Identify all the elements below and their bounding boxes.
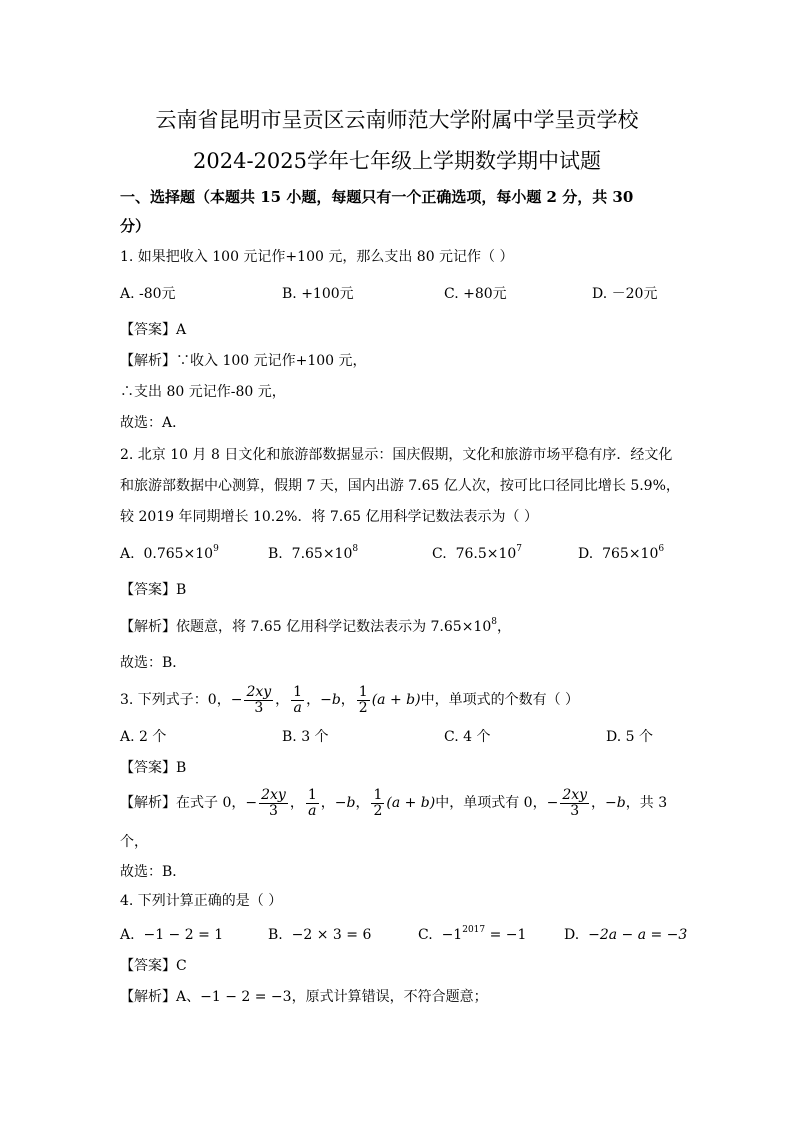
q1-answer: 【答案】A bbox=[120, 322, 187, 338]
q1-option-d: D. －20元 bbox=[592, 286, 658, 302]
q1-explanation-3: 故选：A． bbox=[120, 415, 187, 431]
q3-exp-fraction-3 bbox=[371, 788, 384, 818]
q2-option-a bbox=[120, 544, 219, 564]
q3-answer: 【答案】B bbox=[120, 760, 187, 776]
q4-option-a bbox=[120, 925, 223, 945]
q4-option-d bbox=[564, 925, 687, 945]
q3-exp-mid: 中，单项式有 0， bbox=[435, 795, 547, 811]
q2-option-a-label: A. bbox=[120, 546, 135, 562]
q3-exp-fraction-2 bbox=[306, 788, 319, 818]
q3-done: 故选：B． bbox=[120, 864, 187, 880]
title-line-1: 云南省昆明市呈贡区云南师范大学附属中学呈贡学校 bbox=[155, 108, 639, 132]
q4-option-c-exp: 2017 bbox=[462, 925, 486, 935]
q2-explanation bbox=[120, 617, 511, 637]
q4-exp-math: −1 − 2 = −3 bbox=[200, 989, 292, 1005]
q3-exp-post: ，共 3 bbox=[625, 795, 668, 811]
q3-exp-frac3-den: 2 bbox=[373, 802, 383, 819]
title-line-2: 2024-2025学年七年级上学期数学期中试题 bbox=[193, 149, 601, 173]
q2-explanation-text: 【解析】依题意，将 7.65 亿用科学记数法表示为 7.65×10 bbox=[120, 619, 492, 635]
q3-paren: (a + b) bbox=[371, 692, 421, 708]
q3-stem-pre: 3. 下列式子：0， bbox=[120, 692, 231, 708]
q4-option-c bbox=[418, 925, 526, 945]
q2-option-c-exp: 7 bbox=[516, 544, 523, 554]
q3-exp-frac4-num: 2xy bbox=[562, 786, 588, 803]
section-heading: 一、选择题（本题共 15 小题，每题只有一个正确选项，每小题 2 分，共 30 bbox=[120, 188, 634, 206]
q4-option-b bbox=[268, 925, 371, 945]
q3-frac1-num: 2xy bbox=[246, 683, 272, 700]
q3-frac3-den: 2 bbox=[358, 699, 368, 716]
q3-exp-pre: 【解析】在式子 0， bbox=[120, 795, 246, 811]
q2-explanation-end: ， bbox=[496, 619, 511, 635]
q4-option-b-label: B. bbox=[268, 927, 283, 943]
q4-option-c-base: −1 bbox=[441, 927, 463, 943]
q3-option-a: A. 2 个 bbox=[120, 729, 167, 745]
q3-exp-neg-2: − bbox=[546, 795, 559, 811]
q2-option-d bbox=[578, 544, 664, 564]
q3-exp-frac2-den: a bbox=[308, 802, 317, 819]
q2-stem-3: 较 2019 年同期增长 10.2%．将 7.65 亿用科学记数法表示为（ ） bbox=[120, 509, 538, 525]
q3-stem bbox=[120, 680, 579, 720]
q3-exp-frac3-num: 1 bbox=[373, 786, 383, 803]
q3-exp-paren: (a + b) bbox=[386, 795, 436, 811]
q3-exp-sep-1: ， bbox=[289, 795, 304, 811]
q2-answer: 【答案】B bbox=[120, 582, 187, 598]
q1-option-a: A. -80元 bbox=[120, 286, 176, 302]
q2-option-d-label: D. bbox=[578, 546, 594, 562]
q4-option-d-math: −2a − a = −3 bbox=[588, 927, 688, 943]
q1-stem: 1. 如果把收入 100 元记作+100 元，那么支出 80 元记作（ ） bbox=[120, 249, 514, 265]
q3-minus-b: −b bbox=[320, 692, 341, 708]
q2-option-b-base: 7.65×10 bbox=[291, 546, 353, 562]
q2-option-a-exp: 9 bbox=[213, 544, 219, 554]
q1-explanation-1: 【解析】∵收入 100 元记作+100 元， bbox=[120, 353, 367, 369]
q2-option-c bbox=[432, 544, 522, 564]
q1-explanation-2: ∴支出 80 元记作-80 元， bbox=[120, 384, 286, 400]
q3-exp-fraction-4 bbox=[560, 788, 589, 818]
q4-answer: 【答案】C bbox=[120, 958, 187, 974]
q4-option-d-label: D. bbox=[564, 927, 580, 943]
q1-option-c: C. +80元 bbox=[444, 286, 507, 302]
q4-option-c-label: C. bbox=[418, 927, 433, 943]
q3-frac2-den: a bbox=[293, 699, 302, 716]
q2-option-d-exp: 6 bbox=[658, 544, 665, 554]
q3-exp-sep-4: ， bbox=[591, 795, 606, 811]
q2-option-d-base: 765×10 bbox=[602, 546, 659, 562]
q3-sep-1: ， bbox=[275, 692, 290, 708]
q3-fraction-3 bbox=[357, 685, 370, 715]
q2-option-c-base: 76.5×10 bbox=[455, 546, 517, 562]
q3-sep-2: ， bbox=[306, 692, 321, 708]
q3-exp-frac2-num: 1 bbox=[307, 786, 317, 803]
q3-frac3-num: 1 bbox=[358, 683, 368, 700]
q3-exp-fraction-1 bbox=[259, 788, 288, 818]
q3-fraction-2 bbox=[291, 685, 304, 715]
q2-option-b-label: B. bbox=[268, 546, 283, 562]
q2-option-b bbox=[268, 544, 358, 564]
q4-stem: 4. 下列计算正确的是（ ） bbox=[120, 893, 283, 909]
q2-stem-1: 2. 北京 10 月 8 日文化和旅游部数据显示：国庆假期，文化和旅游市场平稳有序．经文化 bbox=[120, 447, 673, 463]
q4-option-b-math: −2 × 3 = 6 bbox=[291, 927, 372, 943]
q3-option-b: B. 3 个 bbox=[282, 729, 329, 745]
section-heading-cont: 分） bbox=[120, 217, 151, 235]
q3-exp-frac1-num: 2xy bbox=[261, 786, 286, 803]
q1-option-b: B. +100元 bbox=[282, 286, 354, 302]
q2-option-b-exp: 8 bbox=[352, 544, 359, 554]
q3-exp-sep-3: ， bbox=[355, 795, 370, 811]
q2-option-c-label: C. bbox=[432, 546, 447, 562]
q3-exp-sep-2: ， bbox=[320, 795, 335, 811]
q2-done: 故选：B． bbox=[120, 655, 187, 671]
q3-exp-minus-b: −b bbox=[334, 795, 356, 811]
q3-exp-frac1-den: 3 bbox=[268, 802, 278, 819]
q3-sep-3: ， bbox=[340, 692, 355, 708]
q3-option-c: C. 4 个 bbox=[444, 729, 491, 745]
q3-exp-minus-b-2: −b bbox=[605, 795, 626, 811]
q3-exp-frac4-den: 3 bbox=[570, 802, 580, 819]
q2-stem-2: 和旅游部数据中心测算，假期 7 天，国内出游 7.65 亿人次，按可比口径同比增长 5.9%， bbox=[120, 478, 680, 494]
q3-exp-neg-1: − bbox=[245, 795, 258, 811]
q3-frac1-den: 3 bbox=[254, 699, 264, 716]
q3-fraction-1 bbox=[244, 685, 273, 715]
q4-explanation bbox=[120, 987, 488, 1007]
q3-explanation-line-2: 个， bbox=[120, 834, 148, 850]
q4-exp-pre: 【解析】A、 bbox=[120, 989, 201, 1005]
q3-neg: − bbox=[230, 692, 243, 708]
q3-explanation bbox=[120, 783, 667, 823]
q2-option-a-base: 0.765×10 bbox=[143, 546, 214, 562]
q2-explanation-exp: 8 bbox=[491, 617, 497, 627]
q4-option-c-tail: = −1 bbox=[485, 927, 527, 943]
q3-frac2-num: 1 bbox=[293, 683, 303, 700]
q4-option-a-math: −1 − 2 = 1 bbox=[143, 927, 224, 943]
q3-option-d: D. 5 个 bbox=[606, 729, 653, 745]
q4-option-a-label: A. bbox=[120, 927, 135, 943]
q4-exp-post: ，原式计算错误，不符合题意； bbox=[291, 989, 488, 1005]
q3-stem-post: 中，单项式的个数有（ ） bbox=[420, 692, 580, 708]
